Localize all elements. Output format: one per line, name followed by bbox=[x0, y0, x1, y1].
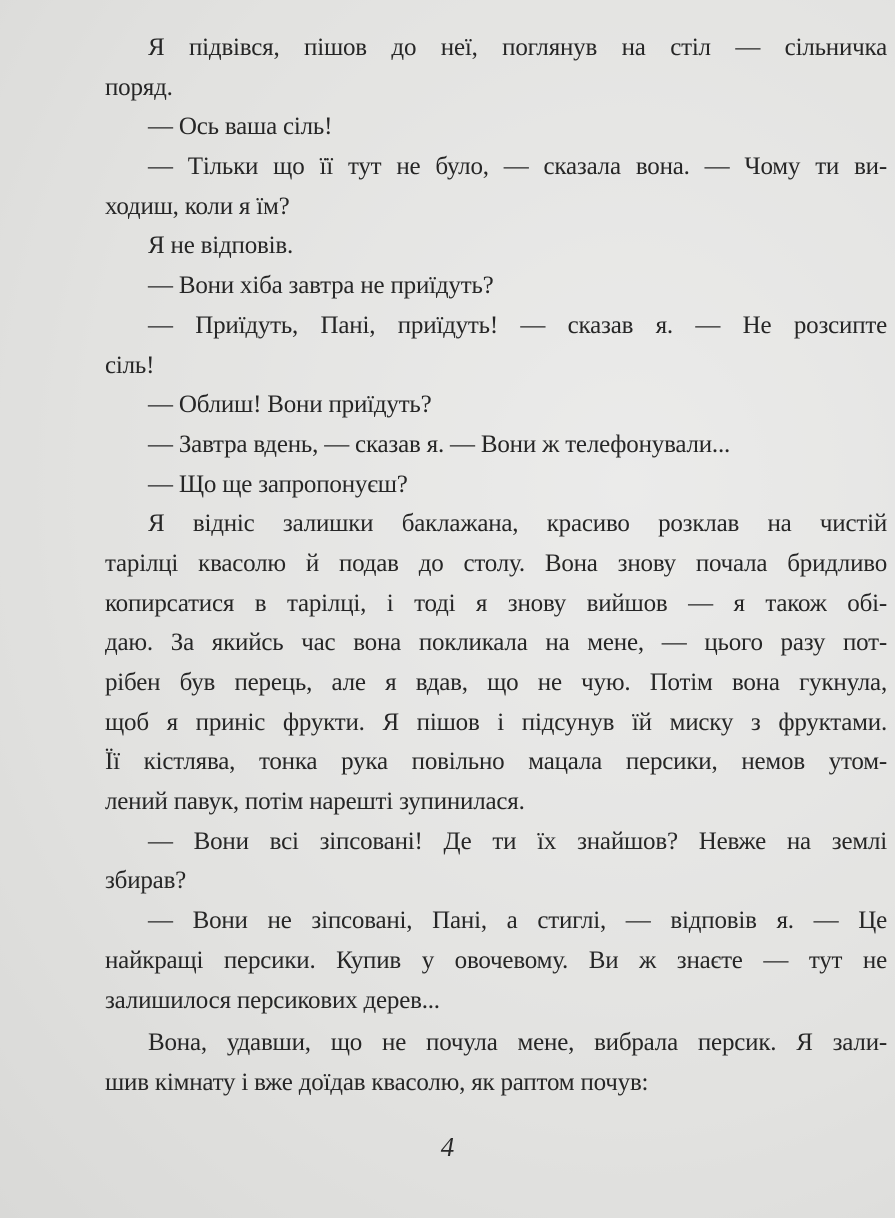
page-body bbox=[105, 28, 887, 1103]
text-line: сіль! bbox=[105, 351, 155, 379]
text-line: даю. За якийсь час вона покликала на мене, — цього разу пот- bbox=[105, 629, 887, 657]
text-line: — Облиш! Вони приїдуть? bbox=[148, 391, 432, 419]
text-line: — Приїдуть, Пані, приїдуть! — сказав я. — Не розсипте bbox=[148, 311, 887, 339]
text-line: ходиш, коли я їм? bbox=[105, 192, 290, 220]
text-line: — Вони не зіпсовані, Пані, а стиглі, — відповів я. — Це bbox=[148, 907, 887, 935]
page-number: 4 bbox=[440, 1132, 455, 1162]
text-line: — Ось ваша сіль! bbox=[148, 113, 333, 141]
text-line: шив кімнату і вже доїдав квасолю, як раптом почув: bbox=[105, 1068, 649, 1096]
text-line: збирав? bbox=[105, 867, 187, 895]
text-line: копирсатися в тарілці, і тоді я знову вийшов — я також обі- bbox=[105, 589, 887, 617]
text-line: найкращі персики. Купив у овочевому. Ви ж знаєте — тут не bbox=[105, 946, 887, 974]
text-line: — Що ще запропонуєш? bbox=[148, 470, 408, 498]
text-line: щоб я приніс фрукти. Я пішов і підсунув їй миску з фруктами. bbox=[105, 708, 887, 736]
text-line: — Тільки що її тут не було, — сказала вона. — Чому ти ви- bbox=[148, 153, 887, 181]
text-line: — Вони хіба завтра не приїдуть? bbox=[148, 272, 494, 300]
text-line: Я не відповів. bbox=[148, 232, 294, 260]
text-line: Я підвівся, пішов до неї, поглянув на стіл — сільничка bbox=[148, 34, 887, 61]
text-line: — Завтра вдень, — сказав я. — Вони ж телефонували... bbox=[148, 430, 731, 458]
text-line: Я відніс залишки баклажана, красиво розклав на чистій bbox=[148, 510, 887, 538]
text-line: залишилося персикових дерев... bbox=[105, 986, 440, 1014]
text-line: Її кістлява, тонка рука повільно мацала персики, немов утом- bbox=[105, 748, 887, 776]
text-line: Вона, удавши, що не почула мене, вибрала персик. Я зали- bbox=[148, 1029, 887, 1057]
text-line: рібен був перець, але я вдав, що не чую. Потім вона гукнула, bbox=[105, 669, 887, 696]
text-line: тарілці квасолю й подав до столу. Вона знову почала бридливо bbox=[105, 549, 887, 577]
text-line: — Вони всі зіпсовані! Де ти їх знайшов? Невже на землі bbox=[148, 827, 887, 855]
text-line: лений павук, потім нарешті зупинилася. bbox=[105, 788, 525, 816]
text-line: поряд. bbox=[105, 73, 173, 101]
